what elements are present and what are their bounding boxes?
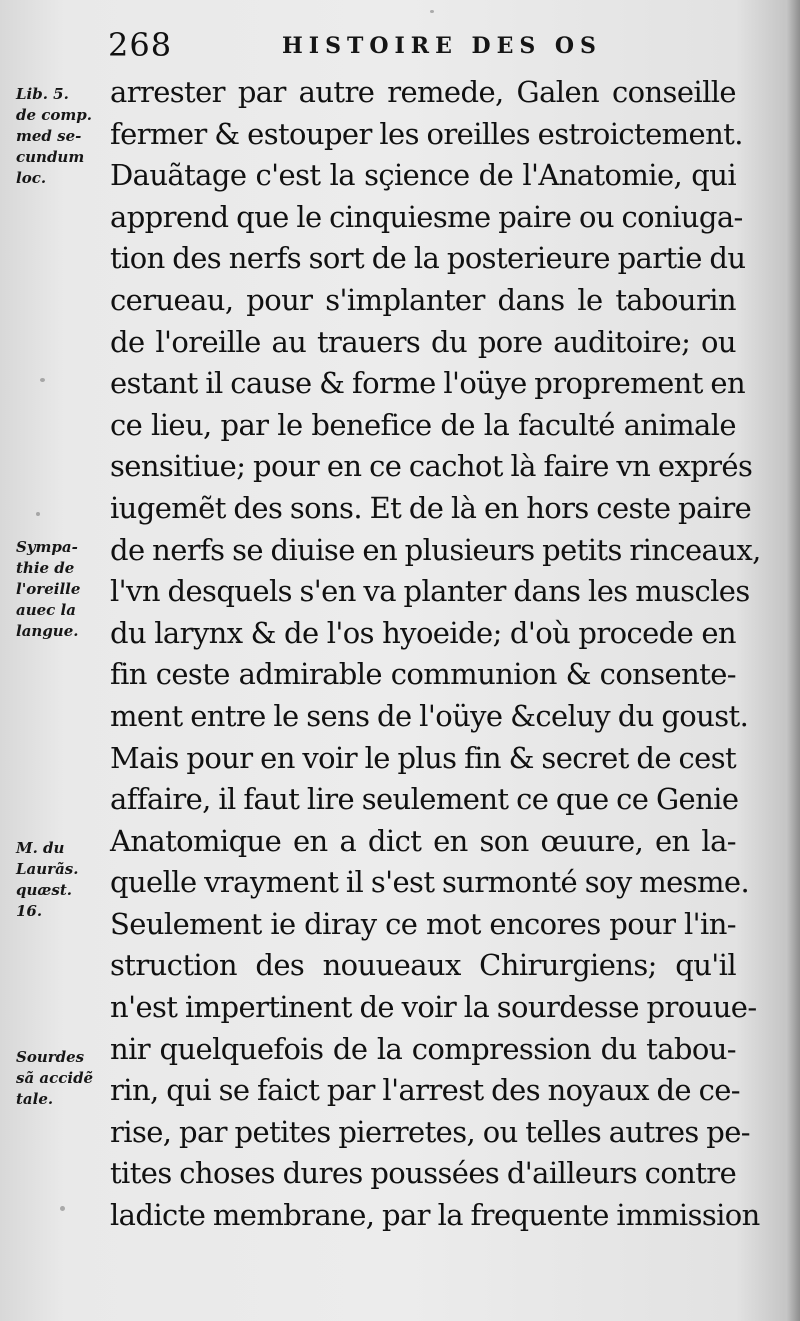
text-line: iugemẽt des sons. Et de là en hors ceste paire [110,490,752,525]
margin-note-line: quæst. [16,881,72,899]
text-line: struction des nouueaux Chirurgiens; qu'il [110,948,736,983]
body-text [110,72,761,1237]
margin-note-line: Sympa- [16,538,78,556]
margin-note-line: 16. [16,902,43,920]
text-line: estant il cause & forme l'oüye proprement en [110,366,746,401]
text-line: Mais pour en voir le plus fin & secret de cest [110,740,737,775]
text-line: ment entre le sens de l'oüye &celuy du goust. [110,698,749,733]
paper-speck [40,378,45,382]
text-line: du larynx & de l'os hyoeide; d'où procede en [110,615,736,650]
text-line: l'vn desquels s'en va planter dans les muscles [110,574,750,609]
running-head: HISTOIRE DES OS [282,33,602,59]
text-line: Seulement ie diray ce mot encores pour l'in- [110,906,736,941]
text-line: rin, qui se faict par l'arrest des noyaux de ce- [110,1073,741,1108]
margin-note-line: tale. [16,1090,54,1108]
margin-note-lib [16,84,106,189]
text-line: apprend que le cinquiesme paire ou coniuga- [110,199,743,234]
margin-note-line: langue. [16,622,79,640]
paper-speck [36,512,40,516]
margin-note-sourdesse [16,1047,106,1110]
margin-note-line: loc. [16,169,47,187]
margin-note-sympathie [16,537,106,642]
margin-note-line: Laurãs. [16,860,79,878]
paper-speck [60,1206,65,1211]
margin-note-line: auec la [16,601,76,619]
text-line: de l'oreille au trauers du pore auditoire; ou [110,324,736,359]
text-line: sensitiue; pour en ce cachot là faire vn exprés [110,449,753,484]
text-line: fin ceste admirable communion & consente- [110,657,736,692]
text-line: Dauãtage c'est la sçience de l'Anatomie, qui [110,158,736,193]
text-line: affaire, il faut lire seulement ce que ce Genie [110,782,739,817]
text-line: tites choses dures poussées d'ailleurs contre [110,1156,737,1191]
text-line: fermer & estouper les oreilles estroictement. [110,116,743,151]
page-edge-shadow [786,0,800,1321]
text-line: ladicte membrane, par la frequente immission [110,1198,760,1233]
text-line: rise, par petites pierretes, ou telles autres pe- [110,1114,751,1149]
margin-note-line: Sourdes [16,1048,85,1066]
text-line: ce lieu, par le benefice de la faculté animale [110,407,736,442]
margin-note-line: cundum [16,148,85,166]
page-number: 268 [108,26,173,64]
margin-note-line: l'oreille [16,580,81,598]
text-line: nir quelquefois de la compression du tabou- [110,1031,736,1066]
margin-note-line: sã accidẽ [16,1069,94,1087]
text-line: quelle vrayment il s'est surmonté soy mesme. [110,865,750,900]
paper-speck [430,10,434,13]
text-line: n'est impertinent de voir la sourdesse prouue- [110,990,757,1025]
margin-note-line: M. du [16,839,65,857]
margin-note-laurans [16,838,106,922]
margin-note-line: de comp. [16,106,92,124]
text-line: arrester par autre remede, Galen conseille [110,75,736,109]
text-line: de nerfs se diuise en plusieurs petits rinceaux, [110,532,761,567]
text-line: tion des nerfs sort de la posterieure partie du [110,241,746,276]
margin-note-line: thie de [16,559,75,577]
text-line: cerueau, pour s'implanter dans le tabourin [110,282,736,317]
margin-note-line: med se- [16,127,82,145]
margin-note-line: Lib. 5. [16,85,69,103]
text-line: Anatomique en a dict en son œuure, en la- [110,823,736,858]
